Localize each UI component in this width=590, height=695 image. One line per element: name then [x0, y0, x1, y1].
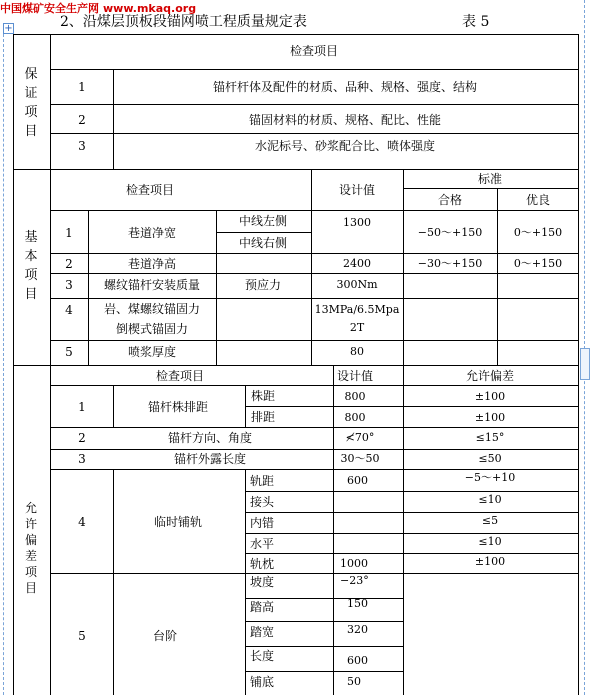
deviation-row-design: 800 — [344, 390, 366, 403]
basic-row-no: 5 — [65, 345, 73, 359]
basic-header-pass: 合格 — [437, 193, 463, 207]
deviation-row-design: 150 — [347, 597, 368, 610]
deviation-row-sub: 水平 — [250, 537, 275, 551]
watermark-url: www.mkaq.org — [103, 2, 197, 15]
scroll-marker[interactable] — [580, 348, 590, 380]
deviation-row-no: 4 — [78, 515, 86, 529]
deviation-header-design: 设计值 — [336, 369, 374, 383]
basic-row-item: 巷道净宽 — [127, 226, 177, 240]
deviation-row-sub: 接头 — [250, 495, 275, 509]
basic-row-excellent: 0～+150 — [513, 226, 563, 239]
basic-header-design: 设计值 — [338, 183, 376, 197]
basic-row-design: 300Nm — [336, 278, 378, 291]
deviation-row-design: 320 — [347, 623, 368, 636]
deviation-row-tolerance: ±100 — [474, 411, 506, 424]
deviation-row-sub: 踏高 — [250, 600, 275, 614]
basic-row-item: 螺纹锚杆安装质量 — [103, 278, 201, 292]
basic-row-design: 2400 — [343, 257, 371, 270]
deviation-row-tolerance: ≤10 — [478, 493, 502, 506]
basic-row-design: 13MPa/6.5Mpa — [314, 303, 400, 316]
deviation-row-no: 3 — [78, 452, 86, 466]
page-edge-left — [3, 34, 4, 695]
deviation-row-sub: 铺底 — [250, 675, 275, 689]
guarantee-header: 检查项目 — [289, 44, 339, 58]
basic-header-item: 检查项目 — [125, 183, 175, 197]
guarantee-row-no: 3 — [78, 139, 86, 153]
basic-row-item: 喷浆厚度 — [127, 345, 177, 359]
table-move-handle-icon[interactable]: + — [4, 23, 13, 34]
basic-row-excellent: 0～+150 — [513, 257, 563, 270]
deviation-row-item: 锚杆株排距 — [147, 400, 209, 414]
basic-row-no: 3 — [65, 278, 73, 292]
basic-row-design: 80 — [350, 345, 364, 358]
deviation-row-tolerance: ≤50 — [478, 452, 502, 465]
basic-row-item: 倒楔式锚固力 — [115, 322, 189, 336]
basic-row-pass: −50～+150 — [417, 226, 483, 239]
basic-row-sub: 预应力 — [244, 278, 282, 292]
deviation-row-sub: 轨距 — [250, 474, 275, 488]
guarantee-section-label: 保证项目 — [24, 67, 38, 139]
deviation-header-item: 检查项目 — [155, 369, 205, 383]
basic-header-standard: 标准 — [477, 172, 503, 186]
deviation-row-sub: 轨枕 — [250, 557, 275, 571]
deviation-row-design: 600 — [347, 654, 368, 667]
deviation-row-sub: 长度 — [250, 649, 275, 663]
deviation-row-no: 2 — [78, 431, 86, 445]
deviation-row-tolerance: ≤5 — [481, 514, 499, 527]
basic-header-excellent: 优良 — [525, 193, 551, 207]
deviation-header-tolerance: 允许偏差 — [465, 369, 515, 383]
basic-row-item: 巷道净高 — [127, 257, 177, 271]
deviation-row-sub: 内错 — [250, 516, 275, 530]
deviation-row-tolerance: ≤15° — [475, 431, 505, 444]
basic-row-no: 2 — [65, 257, 73, 271]
deviation-row-sub: 踏宽 — [250, 625, 275, 639]
deviation-row-design: 30～50 — [340, 452, 380, 465]
basic-row-design: 1300 — [343, 216, 371, 229]
basic-row-design: 2T — [349, 321, 365, 334]
basic-section-label: 基本项目 — [24, 230, 38, 302]
deviation-row-design: 600 — [347, 474, 368, 487]
deviation-row-design: 50 — [347, 675, 361, 688]
basic-row-sub: 中线右侧 — [238, 236, 288, 250]
watermark-site: 中国煤矿安全生产网 — [0, 2, 99, 15]
deviation-row-no: 1 — [78, 400, 86, 414]
deviation-section-label: 允许偏差项目 — [24, 501, 37, 595]
deviation-row-no: 5 — [78, 629, 86, 643]
guarantee-row-no: 1 — [78, 80, 86, 94]
deviation-row-design: −23° — [340, 574, 369, 587]
deviation-row-sub: 坡度 — [250, 575, 275, 589]
deviation-row-design: ≮70° — [345, 431, 375, 444]
deviation-row-design: 1000 — [340, 557, 368, 570]
deviation-row-tolerance: ±100 — [474, 555, 506, 568]
deviation-row-item: 锚杆外露长度 — [173, 452, 247, 466]
basic-row-sub: 中线左侧 — [238, 214, 288, 228]
deviation-row-tolerance: ±100 — [474, 390, 506, 403]
deviation-row-tolerance: −5～+10 — [464, 471, 516, 484]
guarantee-row-item: 水泥标号、砂浆配合比、喷体强度 — [254, 139, 436, 153]
deviation-row-sub: 株距 — [250, 389, 276, 403]
basic-row-no: 1 — [65, 226, 73, 240]
basic-row-no: 4 — [65, 303, 73, 317]
deviation-row-item: 锚杆方向、角度 — [167, 431, 253, 445]
table-title: 2、沿煤层顶板段锚网喷工程质量规定表 — [60, 14, 307, 30]
guarantee-row-no: 2 — [78, 113, 86, 127]
basic-row-item: 岩、煤螺纹锚固力 — [103, 302, 201, 316]
deviation-row-sub: 排距 — [250, 410, 276, 424]
deviation-row-item: 临时铺轨 — [153, 515, 203, 529]
table-number: 表 5 — [462, 14, 490, 30]
guarantee-row-item: 锚杆杆体及配件的材质、品种、规格、强度、结构 — [212, 80, 478, 94]
deviation-row-item: 台阶 — [152, 629, 178, 643]
deviation-row-tolerance: ≤10 — [478, 535, 502, 548]
deviation-row-design: 800 — [344, 411, 366, 424]
guarantee-row-item: 锚固材料的材质、规格、配比、性能 — [248, 113, 442, 127]
basic-row-pass: −30～+150 — [417, 257, 483, 270]
